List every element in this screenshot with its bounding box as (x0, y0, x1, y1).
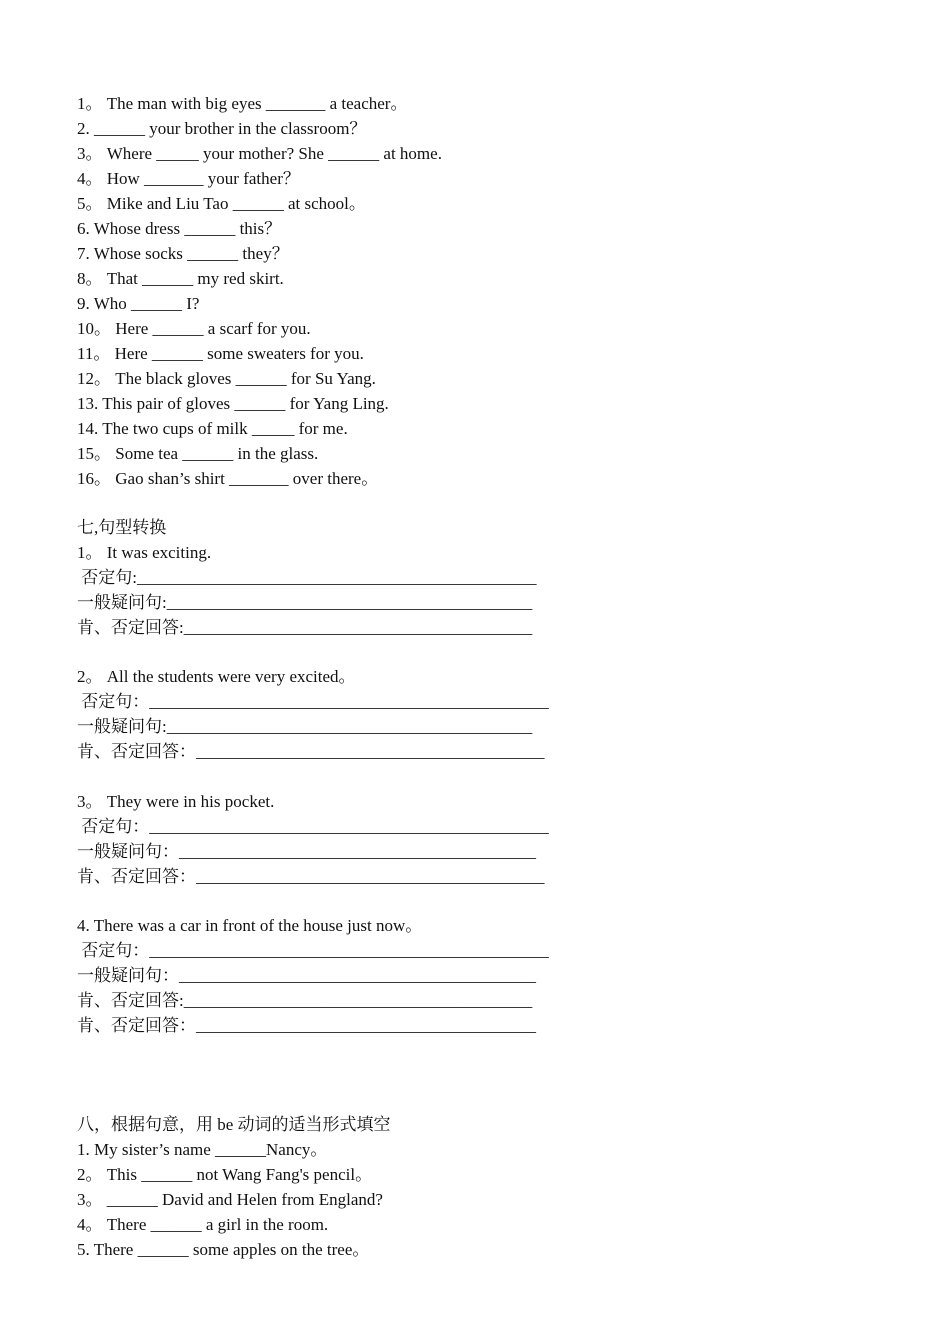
question-sentence: 4. There was a car in front of the house just now。 (77, 916, 423, 935)
exercise-item: 10。 Here ______ a scarf for you. (77, 319, 311, 338)
exercise-item: 8。 That ______ my red skirt. (77, 269, 284, 288)
answer-line: 否定句：_______________________________________________ (77, 817, 549, 836)
question-sentence: 2。 All the students were very excited。 (77, 667, 356, 686)
section-heading: 七,句型转换 (77, 518, 167, 537)
exercise-item: 1。 The man with big eyes _______ a teacher。 (77, 94, 408, 113)
exercise-item: 15。 Some tea ______ in the glass. (77, 444, 319, 463)
exercise-item: 1. My sister’s name ______Nancy。 (77, 1140, 328, 1159)
exercise-item: 3。 ______ David and Helen from England? (77, 1190, 383, 1209)
exercise-item: 14. The two cups of milk _____ for me. (77, 419, 348, 438)
section-heading: 八，根据句意，用 be 动词的适当形式填空 (77, 1115, 391, 1134)
answer-line: 肯、否定回答：_________________________________________ (77, 742, 545, 761)
exercise-item: 4。 There ______ a girl in the room. (77, 1215, 329, 1234)
answer-line: 一般疑问句:___________________________________________ (77, 717, 533, 736)
answer-line: 一般疑问句：__________________________________________ (77, 966, 536, 985)
answer-line: 否定句：_______________________________________________ (77, 692, 549, 711)
answer-line: 否定句:_______________________________________________ (77, 568, 537, 587)
exercise-item: 2。 This ______ not Wang Fang's pencil。 (77, 1165, 373, 1184)
exercise-item: 4。 How _______ your father？ (77, 169, 300, 188)
answer-line: 肯、否定回答:_________________________________________ (77, 991, 533, 1010)
exercise-item: 7. Whose socks ______ they？ (77, 244, 289, 263)
exercise-item: 3。 Where _____ your mother? She ______ at home. (77, 144, 442, 163)
exercise-item: 9. Who ______ I? (77, 294, 200, 313)
answer-line: 一般疑问句:___________________________________________ (77, 593, 533, 612)
answer-line: 肯、否定回答：________________________________________ (77, 1016, 536, 1035)
exercise-item: 12。 The black gloves ______ for Su Yang. (77, 369, 376, 388)
exercise-item: 2. ______ your brother in the classroom？ (77, 119, 367, 138)
exercise-item: 5。 Mike and Liu Tao ______ at school。 (77, 194, 366, 213)
question-sentence: 1。 It was exciting. (77, 543, 212, 562)
exercise-item: 5. There ______ some apples on the tree。 (77, 1240, 370, 1259)
answer-line: 一般疑问句：__________________________________________ (77, 842, 536, 861)
answer-line: 否定句：_______________________________________________ (77, 941, 549, 960)
answer-line: 肯、否定回答:_________________________________________ (77, 618, 533, 637)
exercise-item: 16。 Gao shan’s shirt _______ over there。 (77, 469, 379, 488)
question-sentence: 3。 They were in his pocket. (77, 792, 275, 811)
exercise-item: 13. This pair of gloves ______ for Yang Ling. (77, 394, 389, 413)
answer-line: 肯、否定回答：_________________________________________ (77, 867, 545, 886)
exercise-item: 6. Whose dress ______ this？ (77, 219, 282, 238)
exercise-item: 11。 Here ______ some sweaters for you. (77, 344, 364, 363)
